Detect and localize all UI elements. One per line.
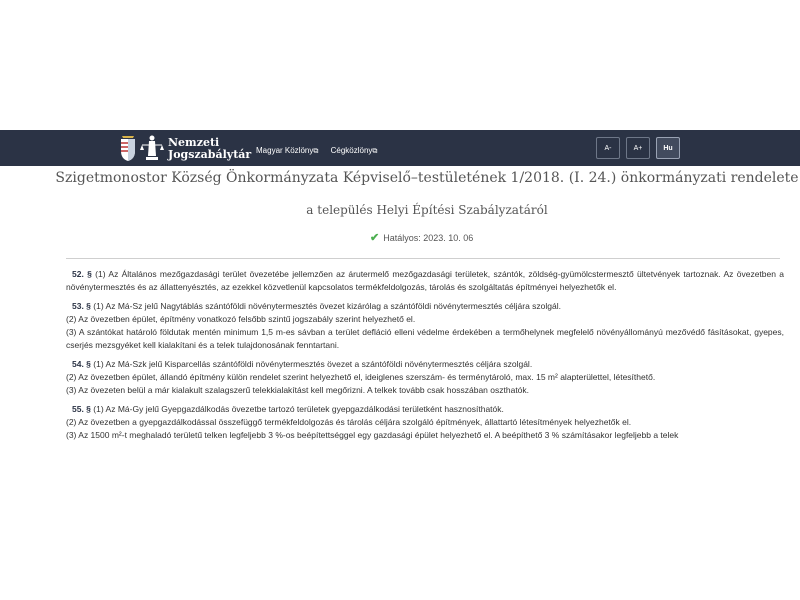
- section-55: [66, 403, 784, 442]
- section-number[interactable]: 52. §: [72, 269, 92, 279]
- divider: [66, 258, 780, 259]
- paragraph: (2) Az övezetben épület, állandó építmény külön rendelet szerint helyezhető el, ideiglenes szerszám- és terménytároló, max. 15 m² alapterülettel, létesíthető.: [66, 372, 656, 382]
- paragraph: (3) Az övezeten belül a már kialakult szalagszerű telekkialakítást kell megőrizni. A telkek tovább csak hosszában oszthatók.: [66, 385, 530, 395]
- section-number[interactable]: 55. §: [72, 404, 91, 414]
- language-button[interactable]: Hu: [656, 137, 680, 159]
- nav-link-magyar-kozlony[interactable]: Magyar Közlöny⧉: [256, 146, 319, 155]
- document-body: [66, 268, 784, 468]
- validity-status: [370, 231, 473, 244]
- coat-of-arms-icon: [118, 134, 138, 162]
- section-52: [66, 268, 784, 294]
- paragraph: (2) Az övezetben épület, építmény vonatkozó felsőbb szintű jogszabály szerint helyezhető el.: [66, 314, 416, 324]
- paragraph: (1) Az Má-Sz jelű Nagytáblás szántóföldi növénytermesztés övezet kizárólag a szántóföldi növénytermesztés céljára szolgál.: [93, 301, 562, 311]
- section-54: [66, 358, 784, 397]
- brand-line-1: Nemzeti: [168, 136, 220, 149]
- site-brand[interactable]: [168, 137, 251, 161]
- font-decrease-button[interactable]: A-: [596, 137, 620, 159]
- paragraph: (1) Az Má-Gy jelű Gyepgazdálkodás övezetbe tartozó területek gyepgazdálkodási területként hasznosíthatók.: [93, 404, 504, 414]
- document-subtitle: a település Helyi Építési Szabályzatáról: [306, 203, 548, 217]
- font-increase-button[interactable]: A+: [626, 137, 650, 159]
- section-number[interactable]: 54. §: [72, 359, 91, 369]
- section-53: [66, 300, 784, 352]
- section-number[interactable]: 53. §: [72, 301, 91, 311]
- external-links: [256, 146, 387, 156]
- external-link-icon: ⧉: [372, 148, 378, 155]
- check-icon: ✔: [370, 232, 380, 244]
- paragraph: (1) Az Má-Szk jelű Kisparcellás szántóföldi növénytermesztés övezet a szántóföldi növénytermesztés céljára szolgál.: [93, 359, 533, 369]
- justice-statue-icon: [140, 134, 164, 162]
- brand-line-2: Jogszabálytár: [168, 148, 252, 161]
- paragraph: (3) Az 1500 m²-t meghaladó területű telken legfeljebb 3 %-os beépítettséggel egy gazdasági épület helyezhető el. A beépíthető 3 % számításakor legfeljebb a telek: [66, 430, 679, 440]
- nav-link-cegkozlony[interactable]: Cégközlöny⧉: [330, 146, 378, 155]
- validity-text: Hatályos: 2023. 10. 06: [383, 233, 474, 243]
- paragraph: (3) A szántókat határoló földutak mentén minimum 1,5 m-es sávban a terület defláció elleni védelme érdekében a termőhelynek megfelelő növényállományú mezővédő fásításokat, gyepes, cserjés mezsgyéket kell kialakítani és a telek tulajdonosának fenntartani.: [66, 327, 784, 350]
- paragraph: (2) Az övezetben a gyepgazdálkodással összefüggő termékfeldolgozás és tárolás céljára szolgáló építmények, állattartó létesítmények helyezhetők el.: [66, 417, 632, 427]
- document-title: Szigetmonostor Község Önkormányzata Képviselő–testületének 1/2018. (I. 24.) önkormányzati rendelete: [55, 170, 799, 186]
- external-link-icon: ⧉: [313, 148, 319, 155]
- paragraph: (1) Az Általános mezőgazdasági terület övezetébe jellemzően az árutermelő mezőgazdasági területek, szántók, zöldség-gyümölcstermesztő ültetvények tartoznak. Az övezetben a növénytermesztés és az állattenyésztés, az ezekkel közvetlenül kapcsolatos termékfeldolgozás, tárolás és szolgáltatás építményei helyezhetők el.: [66, 269, 784, 292]
